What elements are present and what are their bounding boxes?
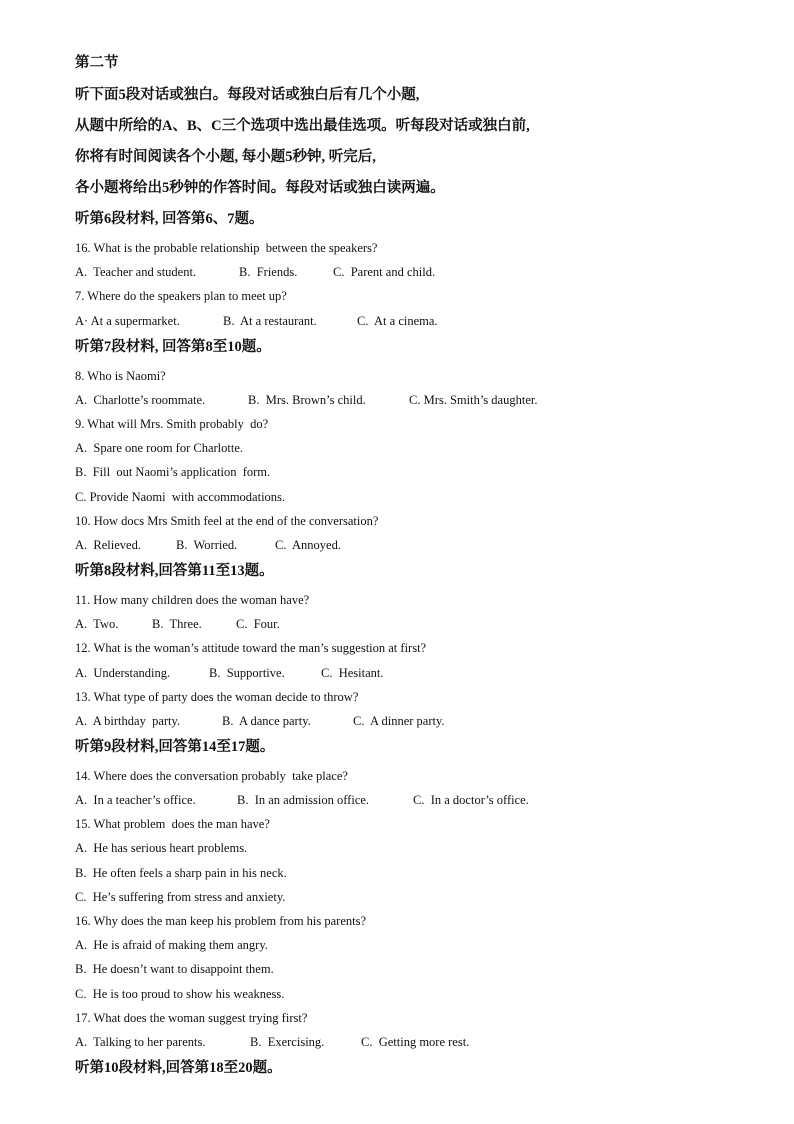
section-heading: 听第10段材料,回答第18至20题。	[75, 1060, 282, 1076]
question-text: 11. How many children does the woman have?	[75, 593, 310, 607]
option-b: B. In an admission office.	[237, 793, 370, 807]
option-a: A. Talking to her parents.	[75, 1035, 206, 1049]
option-a: A. Two.	[75, 617, 119, 631]
question-text: 16. What is the probable relationship between the speakers?	[75, 241, 378, 255]
option-c: C. He is too proud to show his weakness.	[75, 987, 285, 1001]
option-c: C. At a cinema.	[357, 314, 438, 328]
option-c: C. Mrs. Smith’s daughter.	[409, 393, 538, 407]
section-heading: 听第6段材料, 回答第6、7题。	[75, 211, 264, 227]
option-c: C. In a doctor’s office.	[413, 793, 529, 807]
option-b: B. Supportive.	[209, 666, 285, 680]
option-a: A. In a teacher’s office.	[75, 793, 196, 807]
option-a: A. A birthday party.	[75, 714, 181, 728]
option-b: B. He doesn’t want to disappoint them.	[75, 962, 274, 976]
option-c: C. Provide Naomi with accommodations.	[75, 490, 286, 504]
option-b: B. Fill out Naomi’s application form.	[75, 465, 271, 479]
instruction-line: 各小题将给出5秒钟的作答时间。每段对话或独白读两遍。	[75, 180, 445, 196]
option-c: C. Hesitant.	[321, 666, 384, 680]
option-b: B. Friends.	[239, 265, 298, 279]
section-heading: 听第7段材料, 回答第8至10题。	[75, 339, 271, 355]
instruction-line: 你将有时间阅读各个小题, 每小题5秒钟, 听完后,	[75, 149, 376, 165]
question-text: 15. What problem does the man have?	[75, 817, 270, 831]
question-text: 14. Where does the conversation probably take place?	[75, 769, 348, 783]
question-text: 8. Who is Naomi?	[75, 369, 166, 383]
section-heading: 听第9段材料,回答第14至17题。	[75, 739, 275, 755]
option-a: A. Charlotte’s roommate.	[75, 393, 206, 407]
option-b: B. Worried.	[176, 538, 238, 552]
option-a: A. Understanding.	[75, 666, 171, 680]
section-heading: 听第8段材料,回答第11至13题。	[75, 563, 274, 579]
option-b: B. A dance party.	[222, 714, 311, 728]
option-b: B. Mrs. Brown’s child.	[248, 393, 366, 407]
question-text: 7. Where do the speakers plan to meet up?	[75, 289, 287, 303]
option-c: C. Four.	[236, 617, 280, 631]
instruction-line: 从题中所给的A、B、C三个选项中选出最佳选项。听每段对话或独白前,	[75, 118, 530, 134]
option-a: A. Teacher and student.	[75, 265, 197, 279]
option-a: A. He is afraid of making them angry.	[75, 938, 268, 952]
question-text: 9. What will Mrs. Smith probably do?	[75, 417, 269, 431]
option-c: C. A dinner party.	[353, 714, 445, 728]
question-text: 17. What does the woman suggest trying first?	[75, 1011, 308, 1025]
option-c: C. Getting more rest.	[361, 1035, 470, 1049]
question-text: 10. How docs Mrs Smith feel at the end of the conversation?	[75, 514, 379, 528]
question-text: 16. Why does the man keep his problem from his parents?	[75, 914, 367, 928]
option-c: C. Parent and child.	[333, 265, 436, 279]
option-b: B. Three.	[152, 617, 202, 631]
instruction-line: 听下面5段对话或独白。每段对话或独白后有几个小题,	[75, 87, 420, 103]
option-a: A· At a supermarket.	[75, 314, 180, 328]
option-c: C. Annoyed.	[275, 538, 341, 552]
option-b: B. He often feels a sharp pain in his neck.	[75, 866, 287, 880]
option-a: A. Spare one room for Charlotte.	[75, 441, 244, 455]
option-a: A. He has serious heart problems.	[75, 841, 248, 855]
option-b: B. Exercising.	[250, 1035, 325, 1049]
section-title: 第二节	[75, 55, 119, 71]
option-b: B. At a restaurant.	[223, 314, 317, 328]
option-c: C. He’s suffering from stress and anxiety.	[75, 890, 286, 904]
question-text: 12. What is the woman’s attitude toward the man’s suggestion at first?	[75, 641, 427, 655]
question-text: 13. What type of party does the woman decide to throw?	[75, 690, 359, 704]
option-a: A. Relieved.	[75, 538, 141, 552]
